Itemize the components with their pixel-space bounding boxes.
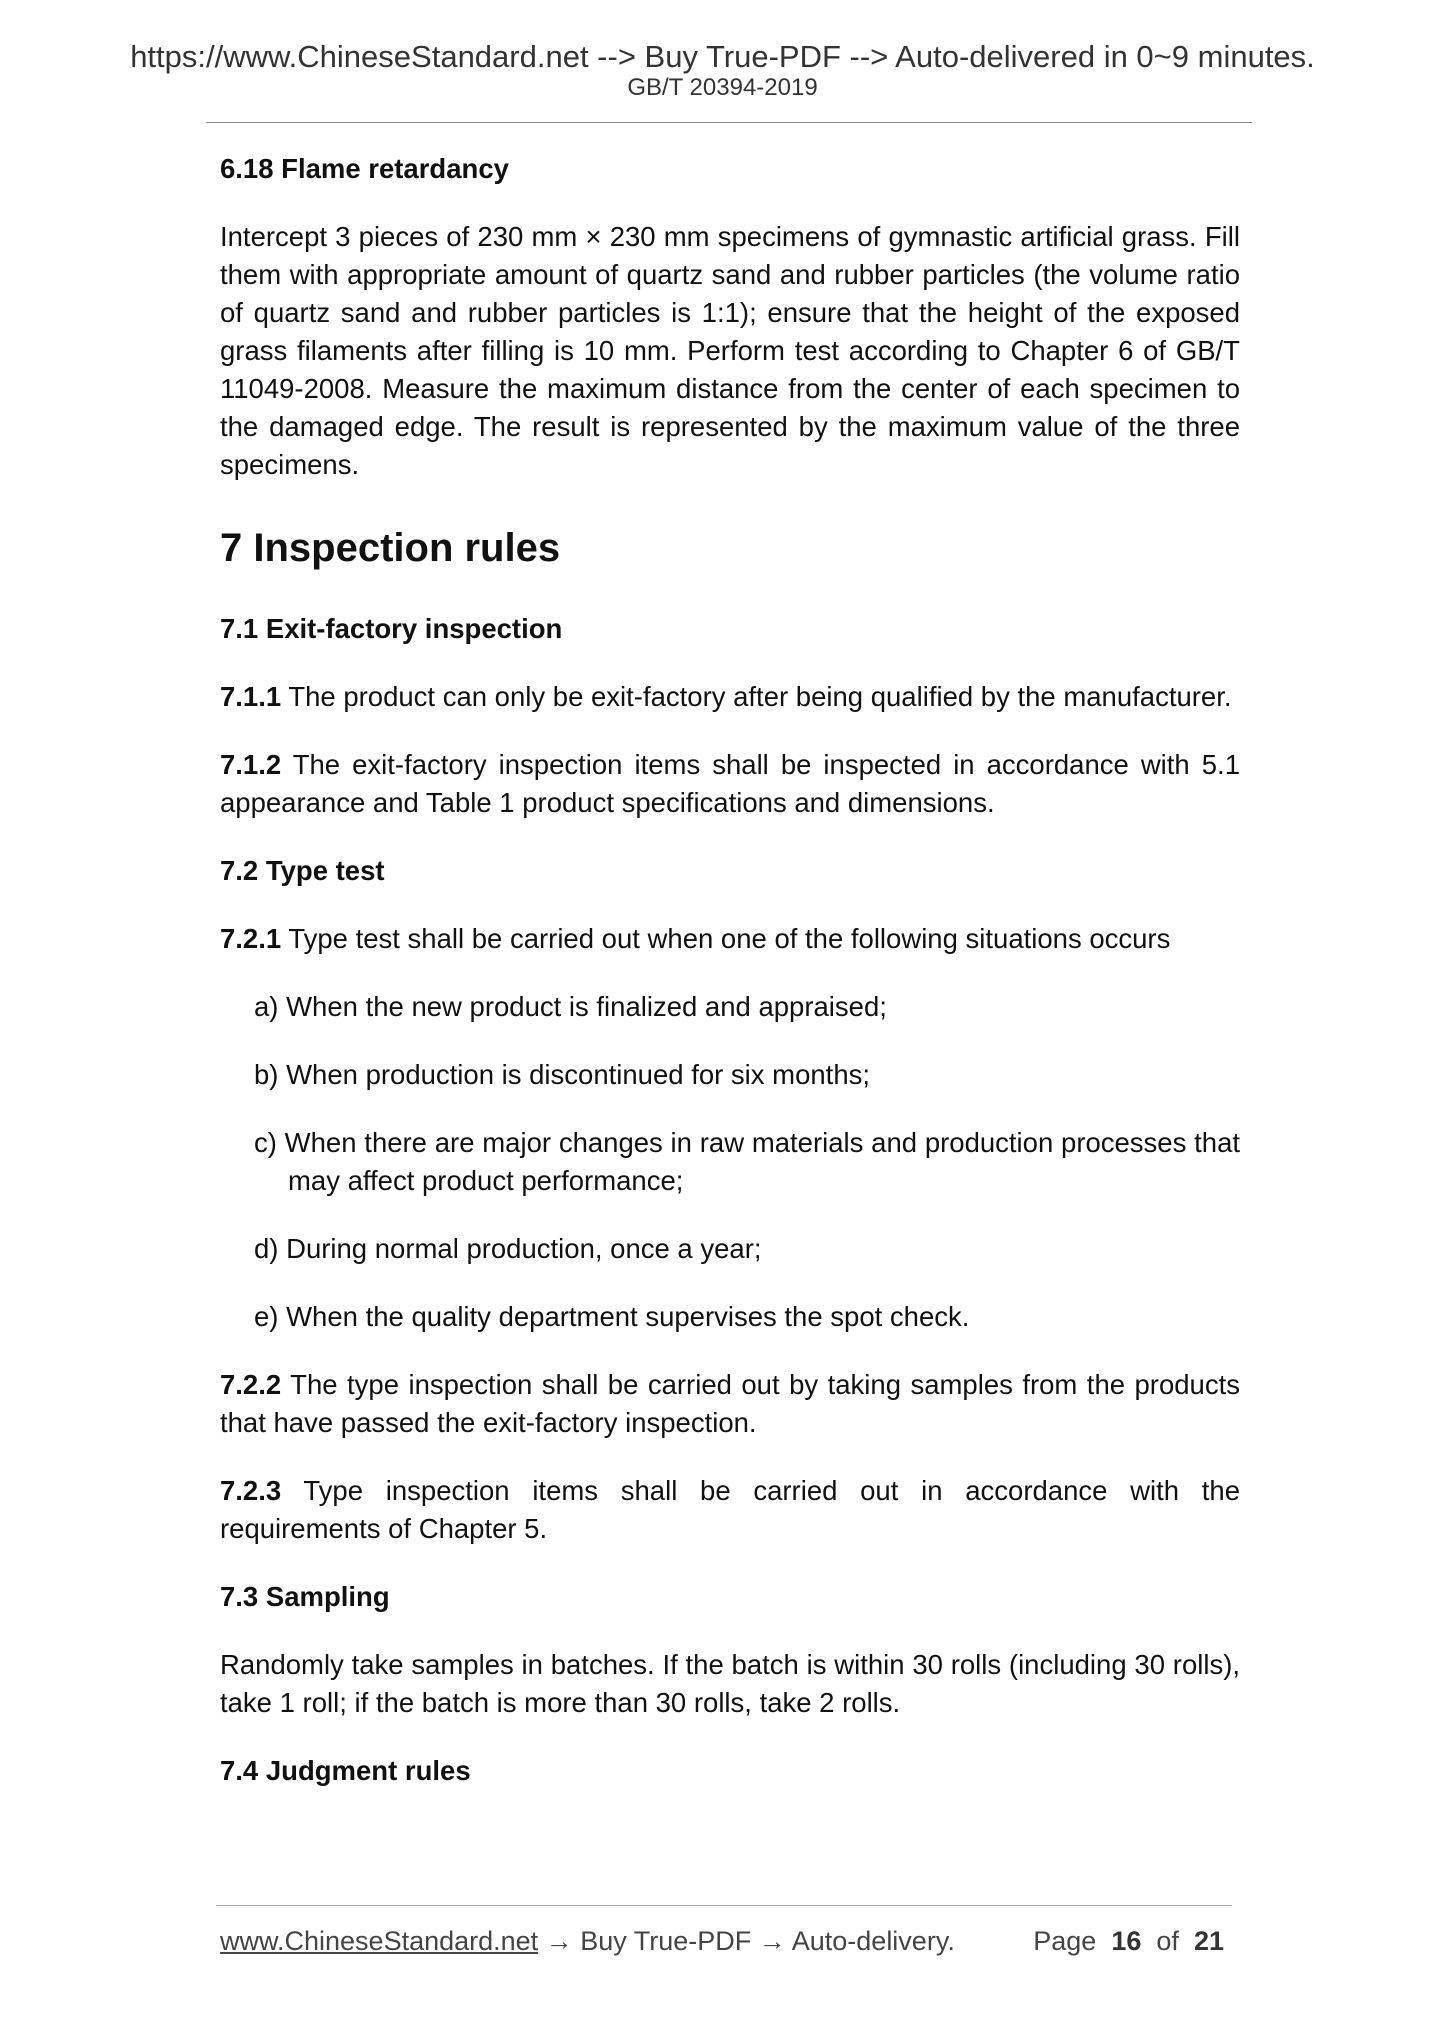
page-label: Page: [1033, 1926, 1097, 1956]
page-of-label: of: [1156, 1926, 1179, 1956]
clause-7-2-1: [220, 920, 1240, 958]
list-item-e: e) When the quality department supervises the spot check.: [254, 1301, 970, 1332]
footer-site-link[interactable]: www.ChineseStandard.net: [220, 1926, 539, 1956]
section-6-18-paragraph: Intercept 3 pieces of 230 mm × 230 mm specimens of gymnastic artificial grass. Fill them with appropriate amount of quartz sand and rubber particles (the volume ratio of quartz sand and rubber particles is 1:1); ensure that the height of the exposed grass filaments after filling is 10 mm. Perform test according to Chapter 6 of GB/T 11049-2008. Measure the maximum distance from the center of each specimen to the damaged edge. The result is represented by the maximum value of the three specimens.: [220, 221, 1240, 480]
section-7-1-heading: 7.1 Exit-factory inspection: [220, 613, 563, 644]
header-divider: [206, 122, 1252, 123]
page-footer: [220, 1924, 1232, 1958]
page-current: 16: [1111, 1926, 1142, 1956]
clause-7-1-1: [220, 678, 1240, 716]
list-item-c: c) When there are major changes in raw materials and production processes that may affect product performance;: [254, 1127, 1240, 1196]
standard-code: GB/T 20394-2019: [627, 74, 818, 101]
clause-text: Type test shall be carried out when one of the following situations occurs: [281, 923, 1171, 954]
clause-text: The product can only be exit-factory after being qualified by the manufacturer.: [281, 681, 1232, 712]
list-item-a: a) When the new product is finalized and appraised;: [254, 991, 887, 1022]
section-7-2-heading: 7.2 Type test: [220, 855, 385, 886]
footer-divider: [216, 1905, 1232, 1906]
clause-text: The exit-factory inspection items shall be inspected in accordance with 5.1 appearance and Table 1 product specifications and dimensions.: [220, 749, 1240, 818]
section-7-3-heading: 7.3 Sampling: [220, 1581, 390, 1612]
clause-text: Type inspection items shall be carried out in accordance with the requirements of Chapter 5.: [220, 1475, 1240, 1544]
clause-7-2-3: [220, 1472, 1240, 1548]
clause-number: 7.2.2: [220, 1369, 282, 1400]
list-item-d: d) During normal production, once a year;: [254, 1233, 762, 1264]
clause-number: 7.1.2: [220, 749, 282, 780]
clause-number: 7.1.1: [220, 681, 282, 712]
document-body: [220, 150, 1240, 1790]
section-6-18-heading: 6.18 Flame retardancy: [220, 153, 509, 184]
chapter-7-heading: 7 Inspection rules: [220, 526, 561, 570]
footer-tagline: → Buy True-PDF → Auto-delivery.: [538, 1926, 955, 1956]
clause-text: The type inspection shall be carried out by taking samples from the products that have passed the exit-factory inspection.: [220, 1369, 1240, 1438]
header-banner[interactable]: https://www.ChineseStandard.net --> Buy True-PDF --> Auto-delivered in 0~9 minutes.: [130, 39, 1315, 74]
clause-number: 7.2.1: [220, 923, 282, 954]
section-7-3-paragraph: Randomly take samples in batches. If the batch is within 30 rolls (including 30 rolls), take 1 roll; if the batch is more than 30 rolls, take 2 rolls.: [220, 1649, 1240, 1718]
page-total: 21: [1193, 1926, 1224, 1956]
clause-7-2-2: [220, 1366, 1240, 1442]
section-7-4-heading: 7.4 Judgment rules: [220, 1755, 471, 1786]
clause-7-1-2: [220, 746, 1240, 822]
clause-number: 7.2.3: [220, 1475, 282, 1506]
page-indicator: [1033, 1924, 1224, 1958]
list-item-b: b) When production is discontinued for six months;: [254, 1059, 870, 1090]
